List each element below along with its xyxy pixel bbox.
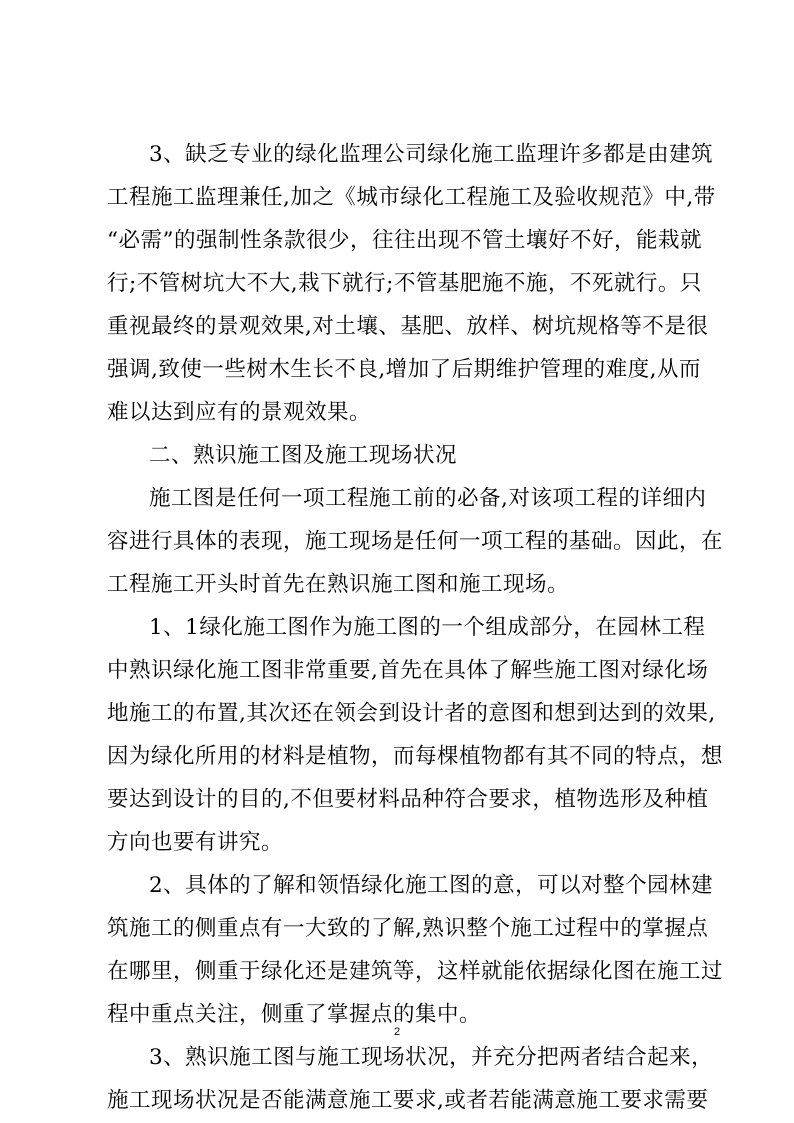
text-line: 难以达到应有的景观效果。 <box>107 400 372 425</box>
text-line: 强调,致使一些树木生长不良,增加了后期维护管理的难度,从而 <box>107 357 702 382</box>
text-line: 地施工的布置,其次还在领会到设计者的意图和想到达到的效果, <box>107 701 716 726</box>
text-line: 在哪里，侧重于绿化还是建筑等，这样就能依据绿化图在施工过 <box>107 959 724 984</box>
text-line: 施工现场状况是否能满意施工要求,或者若能满意施工要求需要 <box>107 1088 709 1113</box>
text-line: 中熟识绿化施工图非常重要,首先在具体了解些施工图对绿化场 <box>107 658 709 683</box>
text-line: 工程施工监理兼任,加之《城市绿化工程施工及验收规范》中,带 <box>107 185 716 210</box>
text-line: 方向也要有讲究。 <box>107 830 284 855</box>
text-line: 因为绿化所用的材料是植物，而每棵植物都有其不同的特点，想 <box>107 744 724 769</box>
text-line: 重视最终的景观效果,对土壤、基肥、放样、树坑规格等不是很 <box>107 314 709 339</box>
section-heading: 二、熟识施工图及施工现场状况 <box>149 443 458 468</box>
text-line: 程中重点关注，侧重了掌握点的集中。 <box>107 1002 482 1027</box>
text-line: 3、熟识施工图与施工现场状况，并充分把两者结合起来， <box>149 1045 714 1070</box>
page-number: 2 <box>393 1026 401 1038</box>
text-line: 工程施工开头时首先在熟识施工图和施工现场。 <box>107 572 570 597</box>
text-line: “必需”的强制性条款很少，往往出现不管土壤好不好，能栽就 <box>107 228 702 253</box>
text-line: 要达到设计的目的,不但要材料品种符合要求，植物选形及种植 <box>107 787 709 812</box>
text-line: 行;不管树坑大不大,栽下就行;不管基肥施不施，不死就行。只 <box>107 271 702 296</box>
text-line: 3、缺乏专业的绿化监理公司绿化施工监理许多都是由建筑 <box>149 142 714 167</box>
text-line: 2、具体的了解和领悟绿化施工图的意，可以对整个园林建 <box>149 873 714 898</box>
text-line: 施工图是任何一项工程施工前的必备,对该项工程的详细内 <box>149 486 707 511</box>
text-line: 容进行具体的表现，施工现场是任何一项工程的基础。因此，在 <box>107 529 724 554</box>
text-line: 筑施工的侧重点有一大致的了解,熟识整个施工过程中的掌握点 <box>107 916 709 941</box>
text-line: 1、1绿化施工图作为施工图的一个组成部分，在园林工程 <box>149 615 706 640</box>
